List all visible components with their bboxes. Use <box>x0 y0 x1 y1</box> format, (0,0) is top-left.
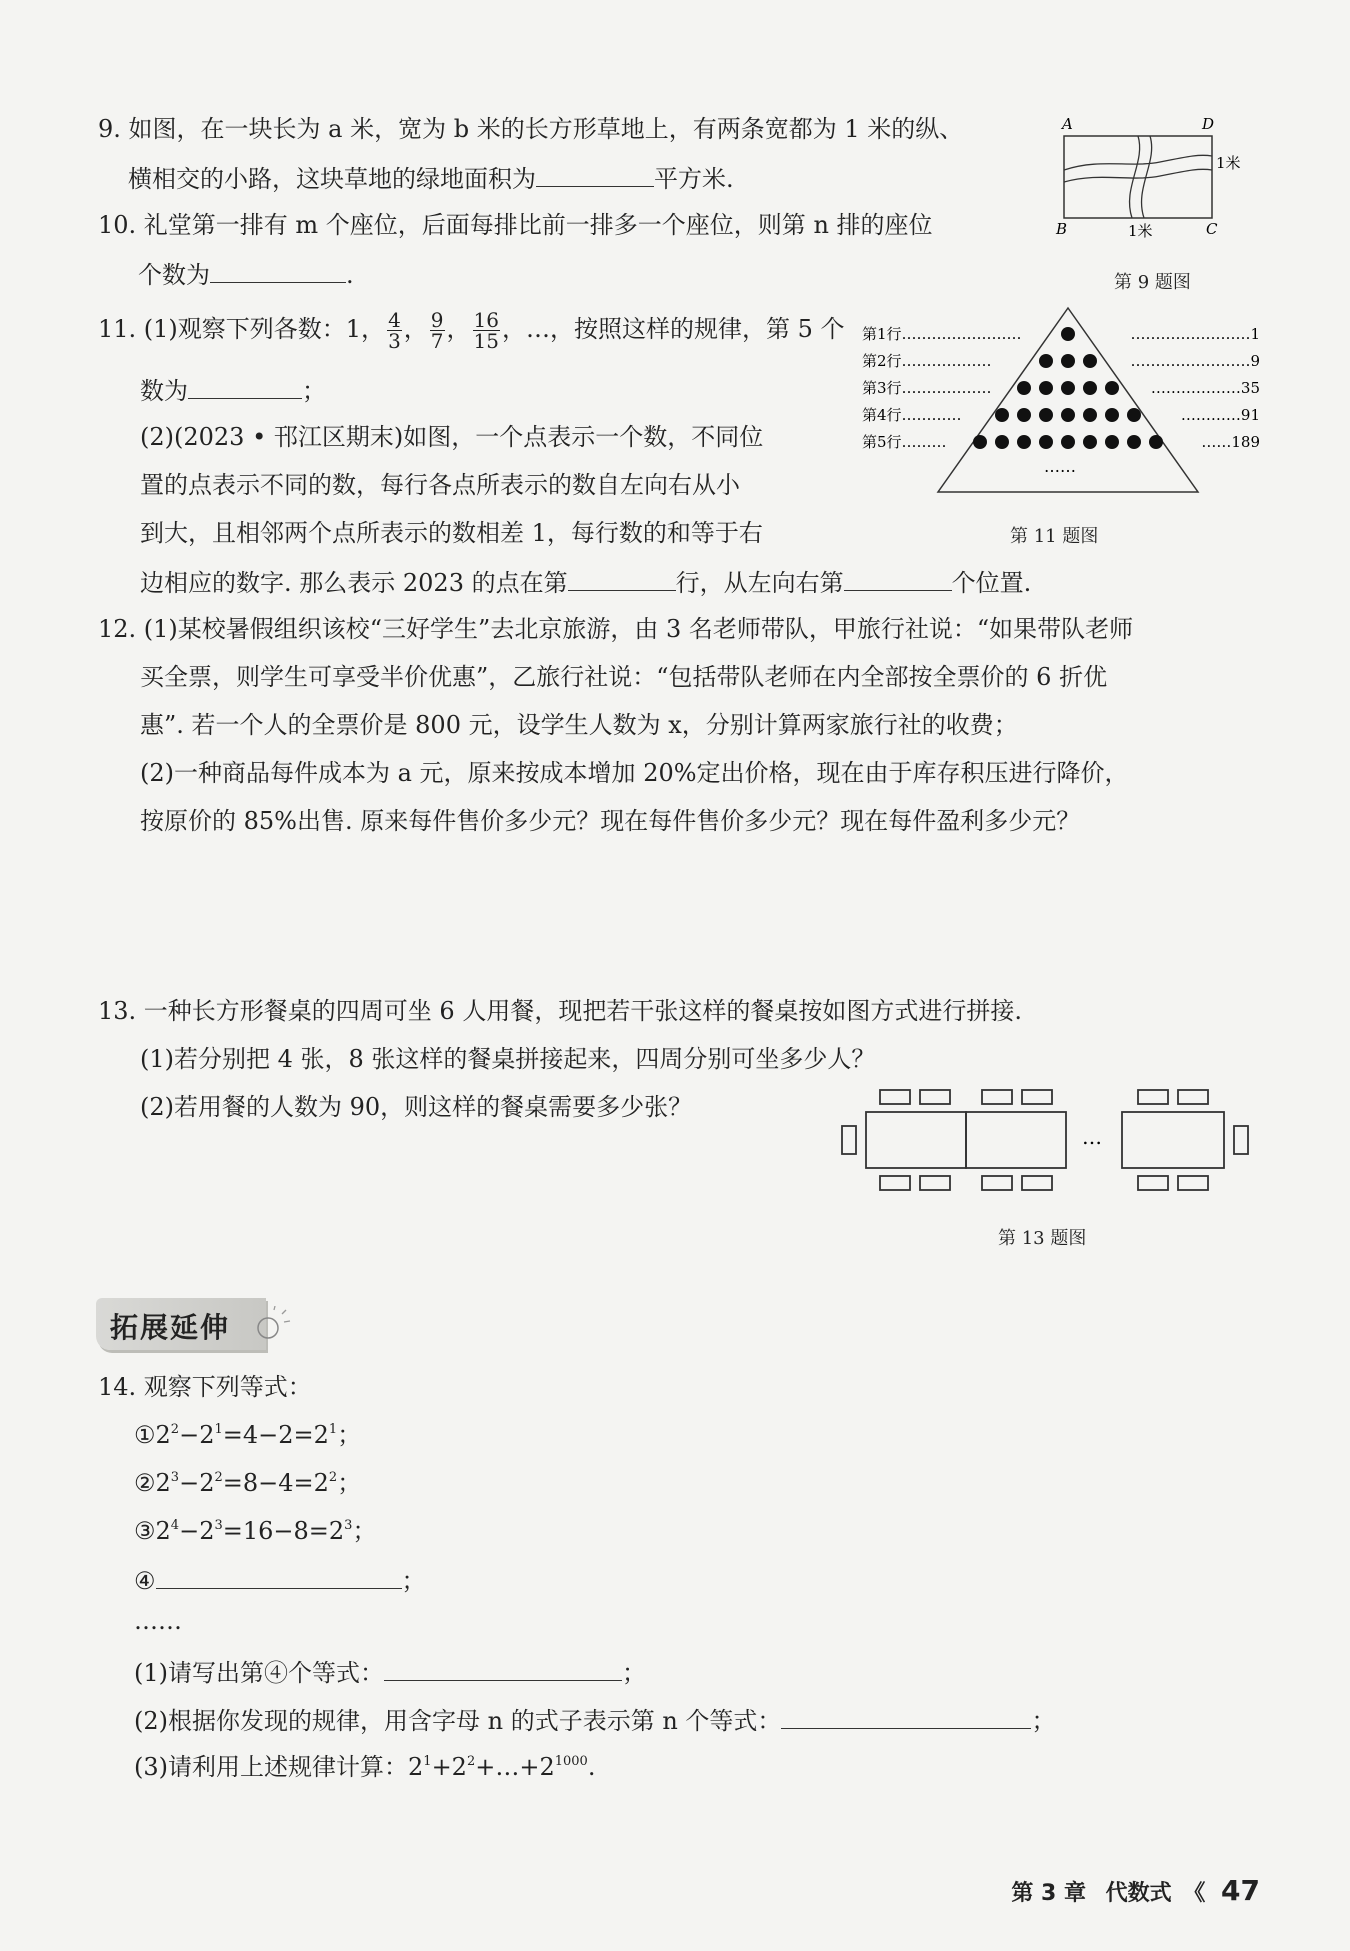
eq1-c-exp: 1 <box>328 1422 338 1437</box>
chair-top-1 <box>880 1090 910 1104</box>
q13-line2: (1)若分别把 4 张，8 张这样的餐桌拼接起来，四周分别可坐多少人？ <box>140 1045 876 1073</box>
q9-line2-end: 平方米. <box>654 165 734 193</box>
q12-line5: 按原价的 85%出售. 原来每件售价多少元？现在每件售价多少元？现在每件盈利多少元？ <box>140 807 1081 835</box>
eq1-mark: ① <box>134 1421 156 1449</box>
chair-top-6 <box>1178 1090 1208 1104</box>
eq1-a-exp: 2 <box>170 1422 180 1437</box>
p3-mid1: + <box>431 1753 452 1781</box>
footer-arrow-icon: 《 <box>1183 1881 1206 1906</box>
q11-1-answer-blank[interactable] <box>188 372 302 399</box>
eq2-a-exp: 3 <box>170 1470 180 1485</box>
q11-row-answer-blank[interactable] <box>568 564 676 591</box>
q14-part2-end: ； <box>1031 1707 1056 1735</box>
eq2-end: ； <box>337 1469 362 1497</box>
fig11-dot <box>995 408 1009 422</box>
q14-part1-text: (1)请写出第④个等式： <box>134 1659 384 1687</box>
q11-line2 <box>140 372 326 408</box>
q14-eq1: $①2^2-2^1=4-2=2^1$； <box>134 1421 362 1449</box>
q10-line2 <box>138 256 354 292</box>
p3-t3: 2 <box>539 1753 555 1781</box>
chair-bottom-1 <box>880 1176 910 1190</box>
fig9-road-h-bottom <box>1064 169 1212 182</box>
q9-line1: 9. 如图，在一块长为 a 米，宽为 b 米的长方形草地上，有两条宽都为 1 米的纵、 <box>98 115 964 143</box>
q11-position-answer-blank[interactable] <box>844 564 952 591</box>
q14-eq4-blank[interactable] <box>156 1562 402 1589</box>
eq3-c-exp: 3 <box>344 1518 353 1533</box>
fig11-dot <box>1039 408 1053 422</box>
q11-line6-mid: 行，从左向右第 <box>675 569 844 597</box>
eq3-mark: ③ <box>134 1517 156 1545</box>
eq3-b: 2 <box>199 1517 215 1545</box>
q10-line2-text: 个数为 <box>138 261 210 289</box>
q11-frac-2-num: 9 <box>430 308 444 332</box>
q13-line3: (2)若用餐的人数为 90，则这样的餐桌需要多少张？ <box>140 1093 693 1121</box>
chair-right-end <box>1234 1126 1248 1154</box>
eq1-end: ； <box>337 1421 362 1449</box>
p3-mid2: +…+ <box>475 1753 540 1781</box>
eq3-c: 2 <box>328 1517 345 1545</box>
q14-dots: …… <box>134 1607 182 1635</box>
p3-end: . <box>587 1753 596 1781</box>
fig11-dot <box>1017 381 1031 395</box>
q13-figure <box>836 1088 1256 1198</box>
fig11-row-label: 第2行……………… <box>862 352 992 370</box>
chair-bottom-3 <box>982 1176 1012 1190</box>
fig11-dot <box>1105 381 1119 395</box>
q10-answer-blank[interactable] <box>210 256 346 283</box>
eq2-mark: ② <box>134 1469 156 1497</box>
chair-left-end <box>842 1126 856 1154</box>
q11-line3: (2)(2023 • 邗江区期末)如图，一个点表示一个数，不同位 <box>140 423 764 451</box>
chair-top-3 <box>982 1090 1012 1104</box>
chair-top-4 <box>1022 1090 1052 1104</box>
q9-figure <box>1050 112 1250 242</box>
q14-part1 <box>134 1654 646 1690</box>
eq4-end: ； <box>401 1567 426 1595</box>
q10-line1: 10. 礼堂第一排有 m 个座位，后面每排比前一排多一个座位，则第 n 排的座位 <box>98 211 933 239</box>
q14-part3 <box>134 1750 595 1784</box>
q9-line2 <box>128 160 734 196</box>
q12-line4: (2)一种商品每件成本为 a 元，原来按成本增加 20%定出价格，现在由于库存积压进行降价， <box>140 759 1129 787</box>
q14-eq3: $③2^4-2^3=16-8=2^3$； <box>134 1517 377 1545</box>
fig11-row-label: 第3行……………… <box>862 379 992 397</box>
eq3-a: 2 <box>155 1517 171 1545</box>
q14-line1: 14. 观察下列等式： <box>98 1373 312 1401</box>
fig11-dot <box>1061 327 1075 341</box>
fig11-dot <box>1105 435 1119 449</box>
p3-t1: 2 <box>408 1753 424 1781</box>
q14-part2-blank[interactable] <box>781 1702 1031 1729</box>
fig11-dot <box>1039 435 1053 449</box>
q11-frac-3 <box>473 310 500 351</box>
fig9-road-v-left <box>1130 136 1140 218</box>
eq1-b-exp: 1 <box>214 1422 223 1437</box>
fig11-dot <box>1083 354 1097 368</box>
chair-bottom-5 <box>1138 1176 1168 1190</box>
fig11-dot <box>1017 408 1031 422</box>
q14-eq4 <box>134 1562 426 1598</box>
section-badge <box>96 1298 266 1350</box>
eq2-a: 2 <box>155 1469 171 1497</box>
q11-frac-3-den: 15 <box>473 329 499 353</box>
q11-line6 <box>140 564 1031 600</box>
q11-line4: 置的点表示不同的数，每行各点所表示的数自左向右从小 <box>140 471 740 499</box>
fig9-width-bottom: 1米 <box>1128 222 1153 240</box>
fig11-dot <box>1061 435 1075 449</box>
q11-line2-end: ； <box>302 377 326 405</box>
fig11-row-sum: …………91 <box>1180 406 1260 424</box>
chair-bottom-4 <box>1022 1176 1052 1190</box>
q13-caption: 第 13 题图 <box>998 1228 1087 1249</box>
fig11-row-sum: ……………………1 <box>1130 325 1260 343</box>
fig11-dot <box>1039 381 1053 395</box>
fig9-label-c: C <box>1206 220 1218 238</box>
fig11-dot <box>1127 435 1141 449</box>
fig11-row-sum: ……………………9 <box>1130 352 1260 370</box>
fig11-dot <box>1105 408 1119 422</box>
table-1 <box>866 1112 966 1168</box>
fig11-dot <box>1039 354 1053 368</box>
fig11-row-label: 第4行………… <box>862 406 962 424</box>
fig11-row-sum: ……189 <box>1201 433 1260 451</box>
fig11-row-sum: ………………35 <box>1150 379 1260 397</box>
fig13-ellipsis: … <box>1082 1125 1102 1149</box>
q12-line2: 买全票，则学生可享受半价优惠”，乙旅行社说：“包括带队老师在内全部按全票价的 6 折优 <box>140 663 1108 691</box>
q11-frac-2-den: 7 <box>430 329 444 353</box>
eq3-end: ； <box>352 1517 377 1545</box>
q14-part1-blank[interactable] <box>384 1654 622 1681</box>
chair-top-2 <box>920 1090 950 1104</box>
q11-line2-text: 数为 <box>140 377 188 405</box>
q11-line5: 到大，且相邻两个点所表示的数相差 1，每行数的和等于右 <box>140 519 763 547</box>
fig11-row-label: 第5行……… <box>862 433 947 451</box>
eq3-mid: =16−8= <box>222 1517 329 1545</box>
section-title: 拓展延伸 <box>110 1311 231 1344</box>
q12-line3: 惠”. 若一个人的全票价是 800 元，设学生人数为 x，分别计算两家旅行社的收费； <box>140 711 1018 739</box>
q11-caption: 第 11 题图 <box>1010 526 1099 547</box>
fig11-dot <box>1083 435 1097 449</box>
eq1-a: 2 <box>155 1421 171 1449</box>
eq2-c: 2 <box>313 1469 329 1497</box>
q11-frac-1 <box>387 310 402 351</box>
eq3-a-exp: 4 <box>170 1518 180 1533</box>
p3-e2: 2 <box>466 1754 476 1769</box>
q14-part2-text: (2)根据你发现的规律，用含字母 n 的式子表示第 n 个等式： <box>134 1707 782 1735</box>
q14-part2 <box>134 1702 1055 1738</box>
table-n <box>1122 1112 1224 1168</box>
q11-frac-1-den: 3 <box>388 329 401 353</box>
lightbulb-icon <box>252 1306 292 1346</box>
fig9-label-d: D <box>1202 115 1215 133</box>
chair-bottom-6 <box>1178 1176 1208 1190</box>
fig9-width-right: 1米 <box>1216 154 1241 172</box>
q9-line2-text: 横相交的小路，这块草地的绿地面积为 <box>128 165 536 193</box>
fig11-dot <box>1083 408 1097 422</box>
eq1-b: 2 <box>199 1421 215 1449</box>
q11-frac-3-num: 16 <box>473 308 499 332</box>
footer-title: 代数式 <box>1105 1881 1172 1906</box>
eq2-mid: =8−4= <box>222 1469 314 1497</box>
fig9-label-a: A <box>1062 115 1073 133</box>
q11-line6-end: 个位置. <box>951 569 1032 597</box>
fig11-dot <box>1149 435 1163 449</box>
fig11-dot <box>973 435 987 449</box>
q11-frac-2 <box>430 310 445 351</box>
fig11-dot <box>1127 408 1141 422</box>
fig11-dot <box>1061 408 1075 422</box>
q11-line1: 11. (1)观察下列各数：1， $\frac{4}{3}$ ， $\frac{9}{7}$ ， $\frac{16}{15}$ ，…，按照这样的规律，第 5 个 <box>98 308 845 353</box>
q11-figure <box>860 300 1260 500</box>
fig11-dot <box>1017 435 1031 449</box>
p3-e3: 1000 <box>554 1754 588 1769</box>
q13-line1: 13. 一种长方形餐桌的四周可坐 6 人用餐，现把若干张这样的餐桌按如图方式进行拼接. <box>98 997 1022 1025</box>
fig9-lawn-rect <box>1064 136 1212 218</box>
eq3-b-exp: 3 <box>214 1518 223 1533</box>
p3-t2: 2 <box>451 1753 467 1781</box>
page-number: 47 <box>1221 1874 1260 1907</box>
fig9-label-b: B <box>1056 220 1068 238</box>
fig11-dot <box>1061 381 1075 395</box>
fig11-dot <box>1061 354 1075 368</box>
q14-part3-text: (3)请利用上述规律计算： <box>134 1753 408 1781</box>
table-2 <box>966 1112 1066 1168</box>
footer-chapter: 第 3 章 <box>1011 1881 1086 1906</box>
q12-line1: 12. (1)某校暑假组织该校“三好学生”去北京旅游，由 3 名老师带队，甲旅行社说：“如果带队老师 <box>98 615 1134 643</box>
q9-caption: 第 9 题图 <box>1114 272 1191 293</box>
fig11-ellipsis: …… <box>1044 457 1076 476</box>
q11-line1-end: ，…，按照这样的规律，第 5 个 <box>501 315 845 343</box>
eq1-mid: =4−2= <box>222 1421 314 1449</box>
eq2-b-exp: 2 <box>214 1470 223 1485</box>
page-footer <box>1011 1874 1260 1907</box>
eq1-c: 2 <box>313 1421 329 1449</box>
p3-e1: 1 <box>423 1754 432 1769</box>
q14-part1-end: ； <box>622 1659 646 1687</box>
q9-answer-blank[interactable] <box>536 160 654 187</box>
q11-line6-text: 边相应的数字. 那么表示 2023 的点在第 <box>140 569 568 597</box>
q11-line1-start: 11. (1)观察下列各数：1， <box>98 315 386 343</box>
q11-frac-1-num: 4 <box>388 308 401 332</box>
eq4-mark: ④ <box>134 1567 156 1595</box>
fig11-dot <box>995 435 1009 449</box>
fig11-dot <box>1083 381 1097 395</box>
eq2-c-exp: 2 <box>328 1470 338 1485</box>
q14-eq2: $②2^3-2^2=8-4=2^2$； <box>134 1469 362 1497</box>
chair-top-5 <box>1138 1090 1168 1104</box>
chair-bottom-2 <box>920 1176 950 1190</box>
q10-line2-end: . <box>346 261 354 289</box>
eq2-b: 2 <box>199 1469 215 1497</box>
fig11-row-label: 第1行…………………… <box>862 325 1022 343</box>
